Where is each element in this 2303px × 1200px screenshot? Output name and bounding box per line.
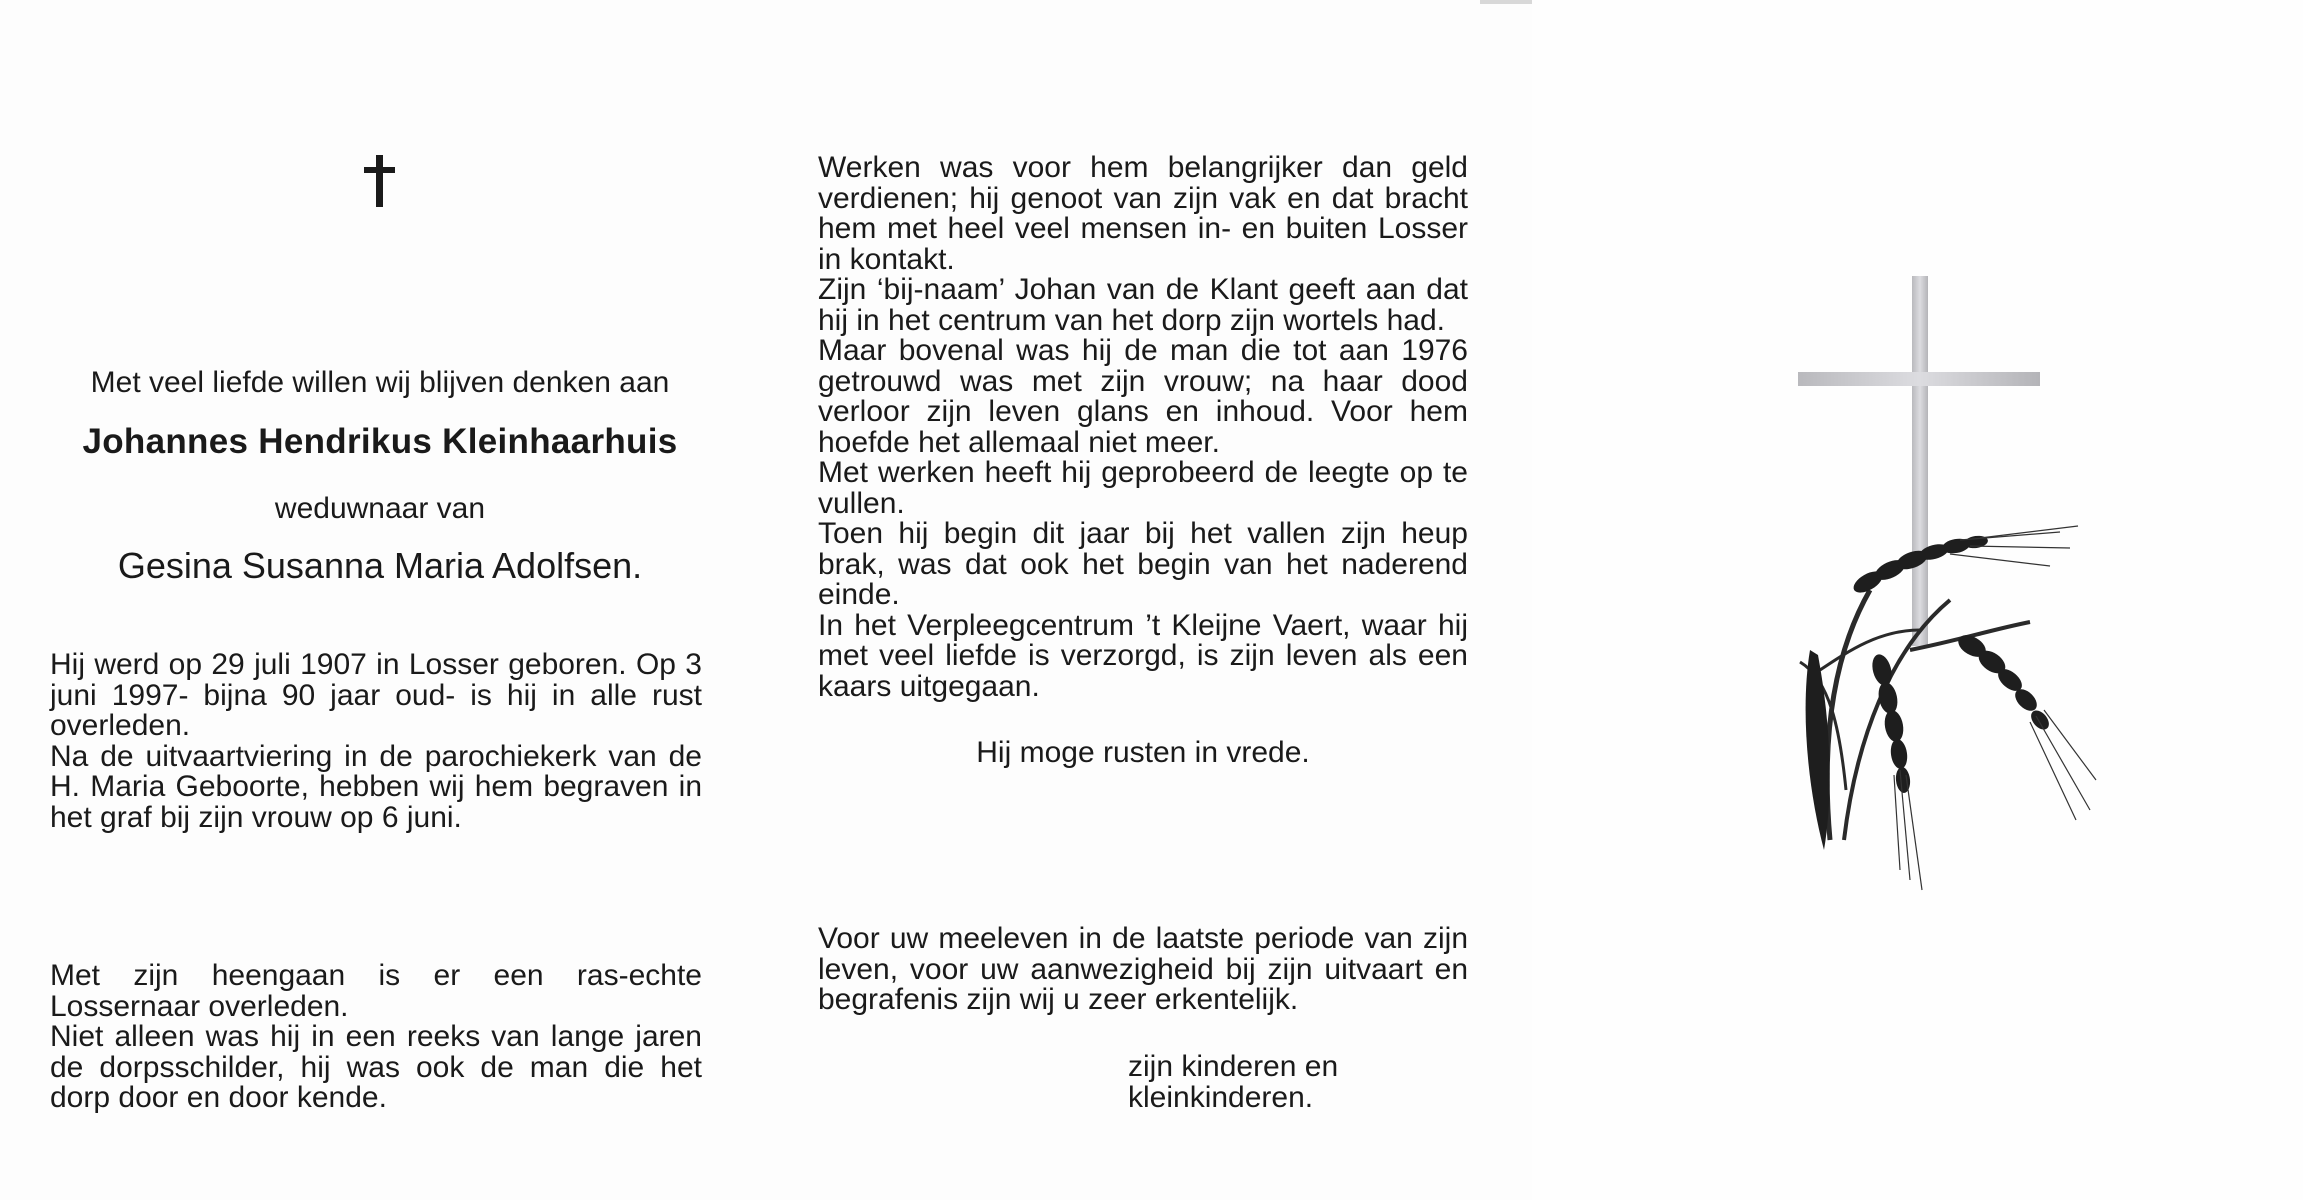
signature-line: zijn kinderen en	[1128, 1050, 1339, 1083]
deceased-name: Johannes Hendrikus Kleinhaarhuis	[82, 422, 678, 461]
story-paragraph: Maar bovenal was hij de man die tot aan 1976 getrouwd was met zijn vrouw; na haar dood verloor zijn leven glans en inhoud. Voor hem hoefde het allemaal niet meer.	[818, 334, 1468, 459]
signature	[1128, 1051, 1428, 1113]
story-paragraph: Werken was voor hem belangrijker dan geld verdienen; hij genoot van zijn vak en dat bracht hem met heel veel mensen in- en buiten Losser in kontakt.	[818, 151, 1468, 276]
tribute	[50, 961, 702, 1114]
cross-icon	[360, 155, 400, 207]
rest-in-peace-line: Hij moge rusten in vrede.	[976, 736, 1310, 769]
tribute-paragraph: Met zijn heengaan is er een ras-echte Lossernaar overleden.	[50, 959, 702, 1023]
biography	[50, 650, 702, 833]
thanks-paragraph	[818, 924, 1468, 1016]
story-paragraph: Zijn ‘bij-naam’ Johan van de Klant geeft aan dat hij in het centrum van het dorp zijn wortels had.	[818, 273, 1468, 337]
life-story	[818, 153, 1468, 702]
bio-paragraph: Na de uitvaartviering in de parochiekerk van de H. Maria Geboorte, hebben wij hem begraven in het graf bij zijn vrouw op 6 juni.	[50, 739, 702, 834]
widower-line: weduwnaar van	[274, 492, 486, 525]
bio-paragraph: Hij werd op 29 juli 1907 in Losser geboren. Op 3 juni 1997- bijna 90 jaar oud- is hij in alle rust overleden.	[50, 648, 702, 742]
spouse-name: Gesina Susanna Maria Adolfsen.	[117, 545, 643, 586]
story-paragraph: Toen hij begin dit jaar bij het vallen zijn heup brak, was dat ook het begin van het naderend einde.	[818, 517, 1468, 611]
story-paragraph: In het Verpleegcentrum ’t Kleijne Vaert, waar hij met veel liefde is verzorgd, is zijn leven als een kaars uitgegaan.	[818, 608, 1468, 703]
intro-line: Met veel liefde willen wij blijven denken aan	[90, 366, 670, 399]
cross-with-wheat-icon	[1760, 270, 2100, 910]
thanks-text: Voor uw meeleven in de laatste periode van zijn leven, voor uw aanwezigheid bij zijn uitvaart en begrafenis zijn wij u zeer erkentelijk.	[818, 922, 1468, 1016]
tribute-paragraph: Niet alleen was hij in een reeks van lange jaren de dorpsschilder, hij was ook de man die het dorp door en door kende.	[50, 1020, 702, 1114]
story-paragraph: Met werken heeft hij geprobeerd de leegte op te vullen.	[818, 456, 1468, 520]
signature-line: kleinkinderen.	[1128, 1081, 1314, 1114]
panel-left	[0, 0, 760, 1200]
